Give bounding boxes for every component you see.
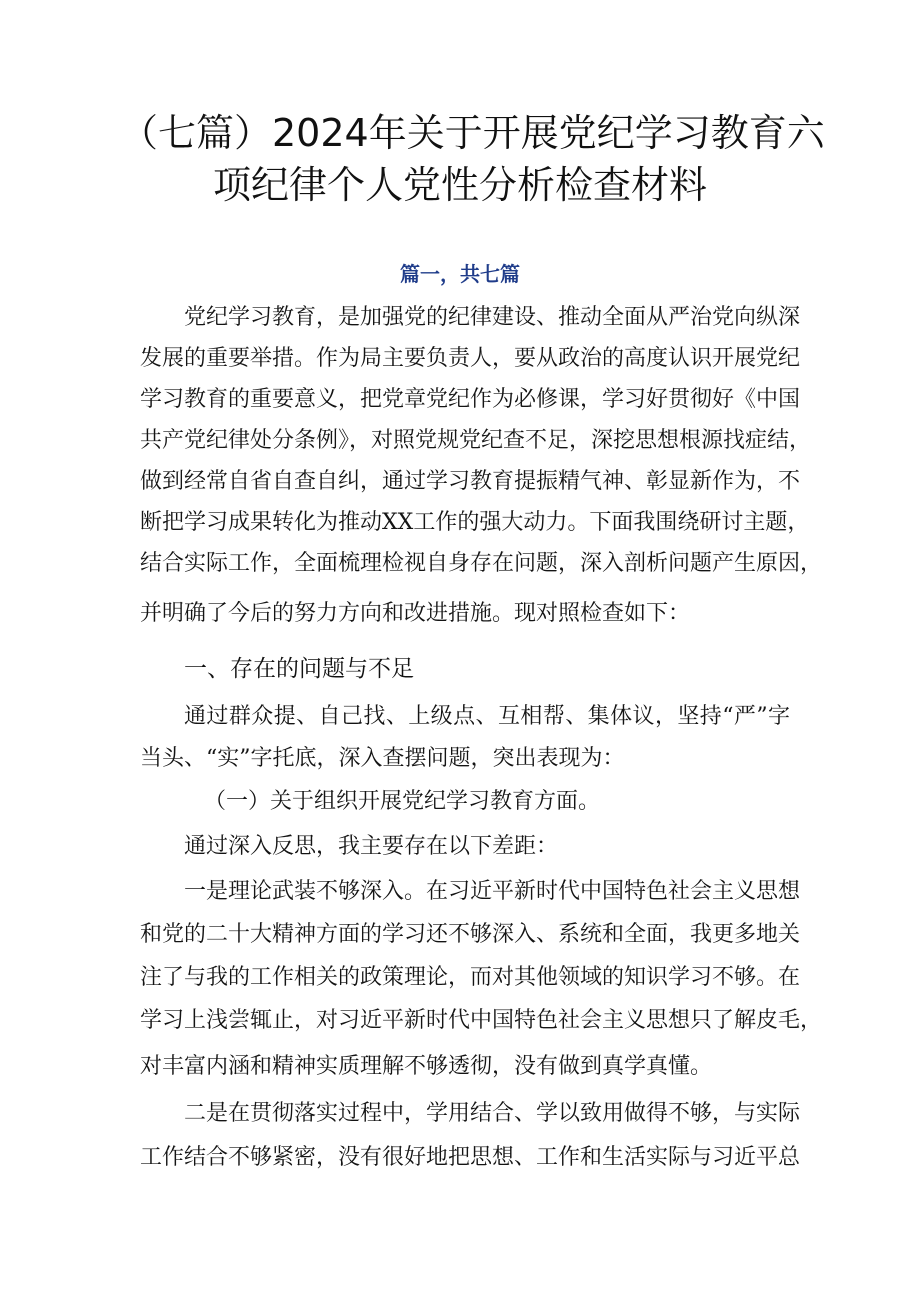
section-heading-1: 一、存在的问题与不足	[184, 656, 414, 682]
point1-line-5: 对丰富内涵和精神实质理解不够透彻，没有做到真学真懂。	[140, 1054, 713, 1079]
document-title-line1: （七篇）2024年关于开展党纪学习教育六	[120, 111, 825, 155]
intro-line-3: 学习教育的重要意义，把党章党纪作为必修课，学习好贯彻好《中国	[140, 387, 801, 412]
intro-line-1: 党纪学习教育，是加强党的纪律建设、推动全面从严治党向纵深	[184, 305, 801, 330]
intro-line-6: 断把学习成果转化为推动XX工作的强大动力。下面我围绕研讨主题，	[140, 510, 810, 535]
point1-line-1: 一是理论武装不够深入。在习近平新时代中国特色社会主义思想	[184, 879, 801, 904]
point1-line-2: 和党的二十大精神方面的学习还不够深入、系统和全面，我更多地关	[140, 922, 801, 947]
subsection-heading-1: （一）关于组织开展党纪学习教育方面。	[204, 789, 601, 814]
chapter-subtitle: 篇一，共七篇	[400, 262, 520, 286]
point2-line-2: 工作结合不够紧密，没有很好地把思想、工作和生活实际与习近平总	[140, 1145, 801, 1170]
gap-intro-line: 通过深入反思，我主要存在以下差距：	[184, 834, 559, 859]
intro-line-8: 并明确了今后的努力方向和改进措施。现对照检查如下：	[140, 601, 691, 626]
point1-line-3: 注了与我的工作相关的政策理论，而对其他领域的知识学习不够。在	[140, 965, 801, 990]
section1-line-2: 当头、“实”字托底，深入查摆问题，突出表现为：	[140, 746, 625, 771]
intro-line-2: 发展的重要举措。作为局主要负责人，要从政治的高度认识开展党纪	[140, 346, 801, 371]
point2-line-1: 二是在贯彻落实过程中，学用结合、学以致用做得不够，与实际	[184, 1101, 801, 1126]
intro-line-5: 做到经常自省自查自纠，通过学习教育提振精气神、彰显新作为，不	[140, 469, 801, 494]
intro-line-4: 共产党纪律处分条例》，对照党规党纪查不足，深挖思想根源找症结，	[140, 428, 812, 453]
point1-line-4: 学习上浅尝辄止，对习近平新时代中国特色社会主义思想只了解皮毛，	[140, 1008, 823, 1033]
section1-line-1: 通过群众提、自己找、上级点、互相帮、集体议，坚持“严”字	[184, 704, 790, 729]
intro-line-7: 结合实际工作，全面梳理检视自身存在问题，深入剖析问题产生原因，	[140, 551, 823, 576]
document-title-line2: 项纪律个人党性分析检查材料	[212, 163, 707, 207]
